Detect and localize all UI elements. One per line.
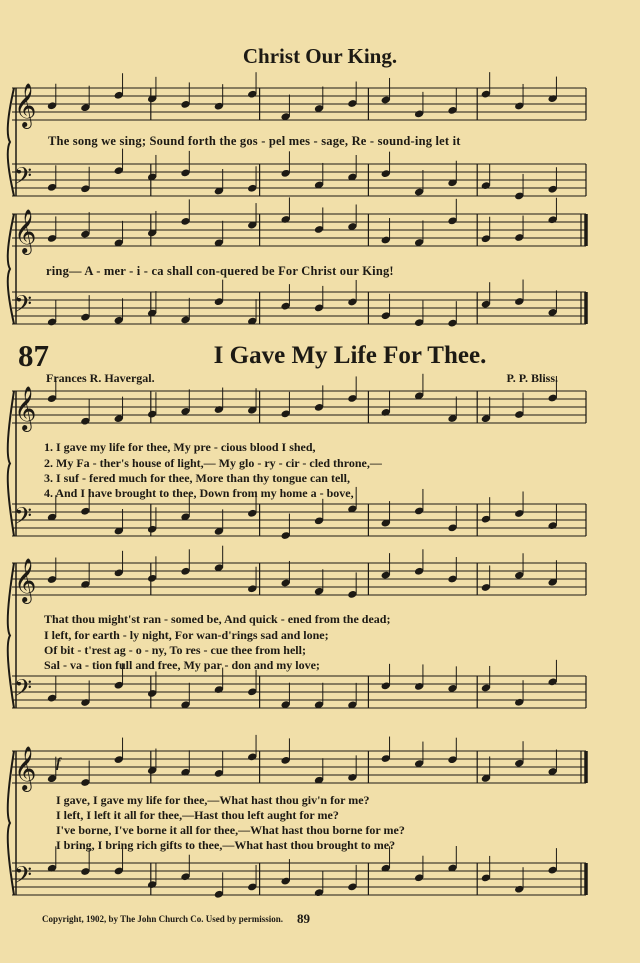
bass-clef: 𝄢 <box>14 861 33 894</box>
verse-line: I gave, I gave my life for thee,—What hast thou giv'n for me? <box>56 793 370 807</box>
copyright-notice: Copyright, 1902, by The John Church Co. Used by permission. <box>42 914 283 924</box>
verse-line: I bring, I bring rich gifts to thee,—What hast thou brought to me? <box>56 838 396 852</box>
verse-line: Of bit - t'rest ag - o - ny, To res - cue thee from hell; <box>44 643 306 657</box>
verse-line: That thou might'st ran - somed be, And quick - ened from the dead; <box>44 612 391 626</box>
verse-line: I left, I left it all for thee,—Hast thou left aught for me? <box>56 808 339 822</box>
author-credit: Frances R. Havergal. <box>46 371 155 385</box>
lyric-line: The song we sing; Sound forth the gos - pel mes - sage, Re - sound-ing let it <box>48 134 461 148</box>
hymn-title-christ-our-king: Christ Our King. <box>242 44 398 68</box>
verse-line: 4. And I have brought to thee, Down from my home a - bove, <box>44 486 354 500</box>
verse-line: Sal - va - tion full and free, My par - don and my love; <box>44 658 320 672</box>
treble-clef: 𝄞 <box>14 746 37 790</box>
bass-clef: 𝄢 <box>14 162 33 195</box>
dynamic-marking: f <box>56 756 61 771</box>
treble-clef: 𝄞 <box>14 83 37 127</box>
verse-line: 2. My Fa - ther's house of light,— My glo - ry - cir - cled throne,— <box>44 456 382 470</box>
verse-line: 3. I suf - fered much for thee, More than thy tongue can tell, <box>44 471 350 485</box>
hymn-title-i-gave-my-life: I Gave My Life For Thee. <box>213 342 487 369</box>
bass-clef: 𝄢 <box>14 290 33 323</box>
page-number: 89 <box>297 911 310 926</box>
hymn-number: 87 <box>18 338 49 373</box>
treble-clef: 𝄞 <box>14 386 37 430</box>
bass-clef: 𝄢 <box>14 674 33 707</box>
treble-clef: 𝄞 <box>14 558 37 602</box>
bass-clef: 𝄢 <box>14 502 33 535</box>
treble-clef: 𝄞 <box>14 209 37 253</box>
verse-line: 1. I gave my life for thee, My pre - cious blood I shed, <box>44 440 316 454</box>
verse-line: I've borne, I've borne it all for thee,—What hast thou borne for me? <box>56 823 405 837</box>
verse-line: I left, for earth - ly night, For wan-d'rings sad and lone; <box>44 628 329 642</box>
composer-credit: P. P. Bliss. <box>506 371 558 385</box>
lyric-line: ring— A - mer - i - ca shall con-quered be For Christ our King! <box>46 264 394 278</box>
